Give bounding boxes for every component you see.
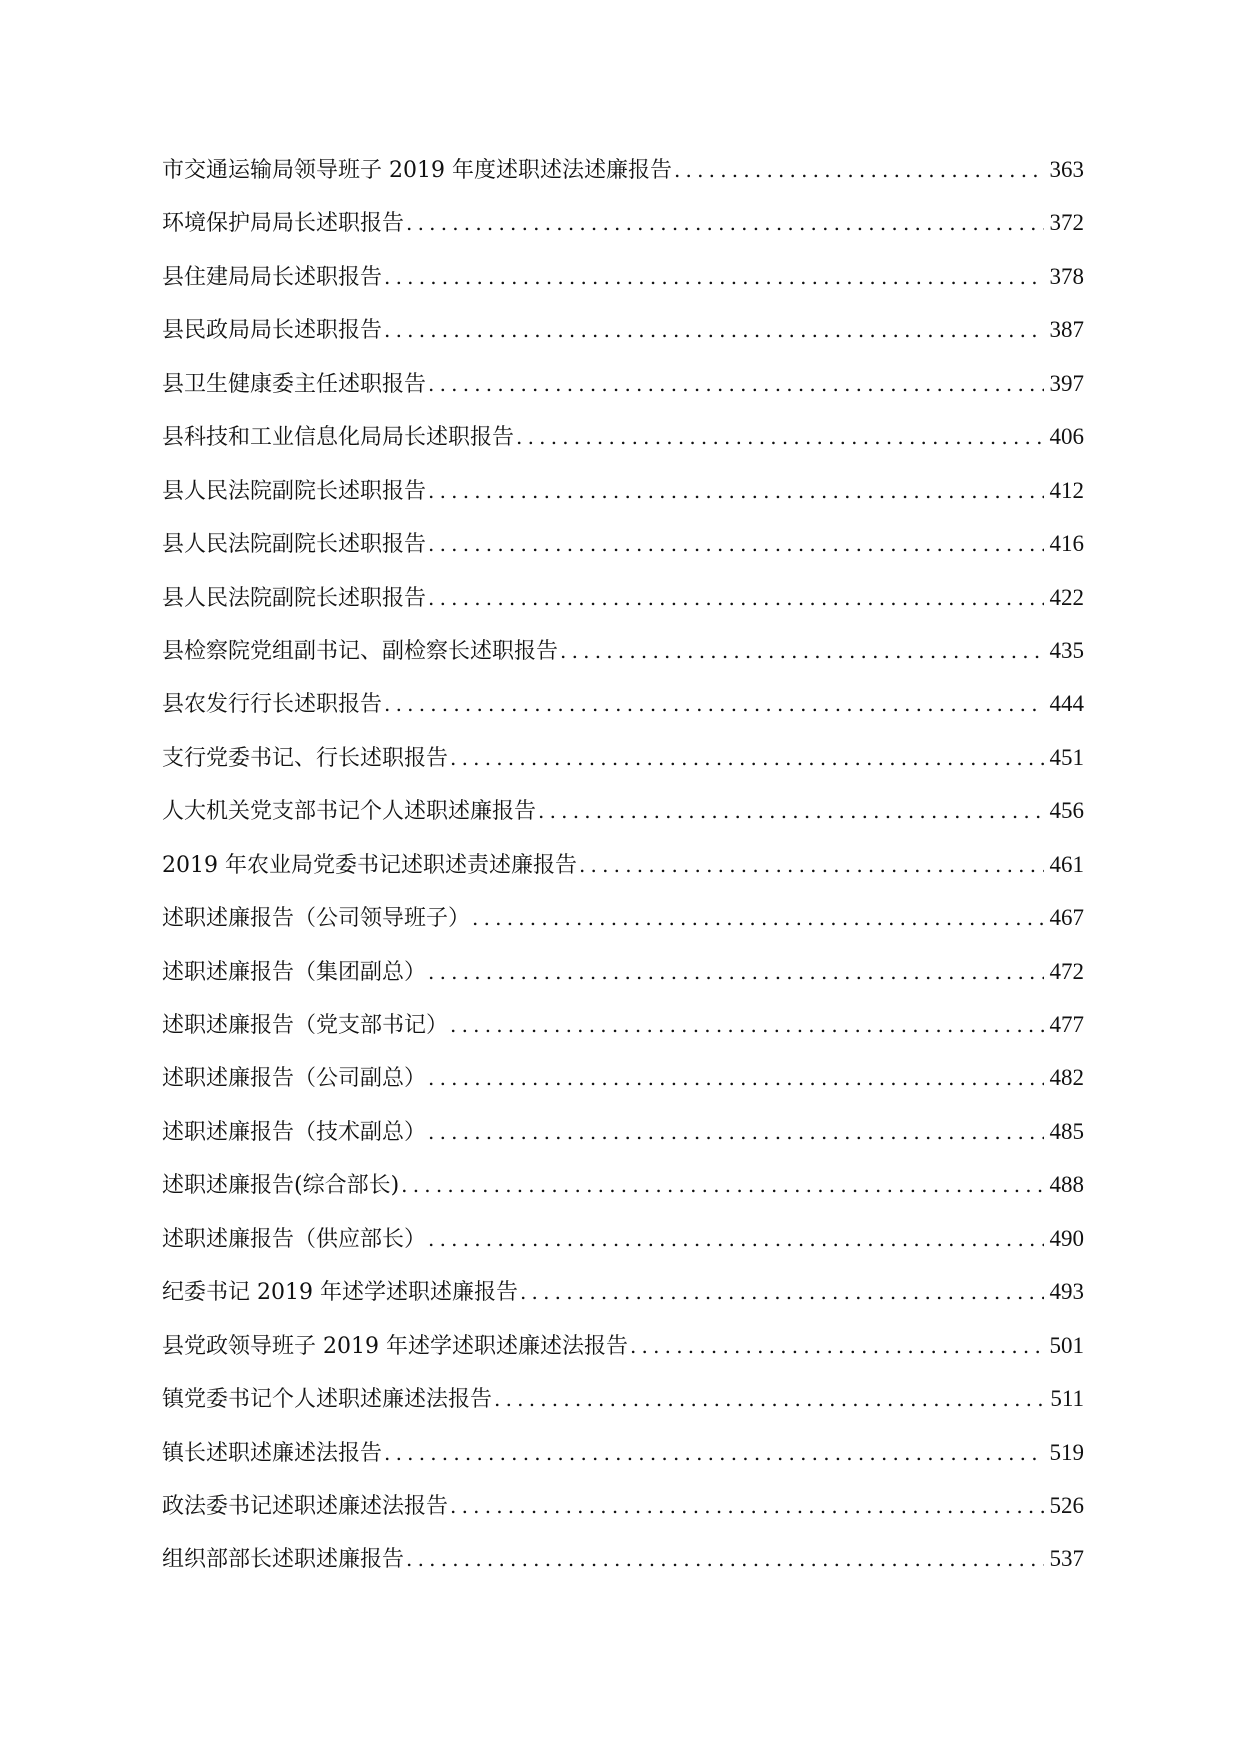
toc-entry[interactable] — [162, 1277, 1084, 1330]
toc-entry-title: 人大机关党支部书记个人述职述廉报告 — [162, 799, 537, 825]
toc-dot-leader — [516, 422, 1043, 452]
toc-entry-title: 镇长述职述廉述法报告 — [162, 1440, 383, 1466]
toc-entry[interactable] — [162, 208, 1084, 261]
toc-entry-title: 县科技和工业信息化局局长述职报告 — [162, 425, 515, 451]
toc-entry-title: 支行党委书记、行长述职报告 — [162, 745, 449, 771]
toc-entry[interactable] — [162, 262, 1084, 315]
toc-entry-title: 述职述廉报告（供应部长） — [162, 1226, 427, 1252]
toc-dot-leader — [428, 369, 1043, 399]
toc-entry-page: 519 — [1049, 1439, 1084, 1465]
toc-entry-page: 485 — [1049, 1118, 1084, 1144]
toc-dot-leader — [384, 315, 1043, 345]
toc-dot-leader — [450, 743, 1043, 773]
toc-entry-page: 537 — [1049, 1546, 1084, 1572]
toc-entry-page: 451 — [1049, 744, 1084, 770]
toc-entry-page: 444 — [1049, 691, 1084, 717]
toc-entry[interactable] — [162, 957, 1084, 1010]
toc-entry-title: 市交通运输局领导班子 2019 年度述职述法述廉报告 — [162, 158, 672, 183]
toc-entry-page: 472 — [1049, 958, 1084, 984]
toc-entry-title: 环境保护局局长述职报告 — [162, 211, 405, 237]
toc-dot-leader — [428, 1063, 1043, 1093]
toc-dot-leader — [384, 689, 1043, 719]
toc-entry-page: 422 — [1049, 584, 1084, 610]
toc-entry[interactable] — [162, 796, 1084, 849]
toc-entry[interactable] — [162, 529, 1084, 582]
toc-entry-title: 县人民法院副院长述职报告 — [162, 532, 427, 558]
toc-entry[interactable] — [162, 1491, 1084, 1544]
toc-entry-title: 述职述廉报告（技术副总） — [162, 1119, 427, 1145]
toc-entry-page: 488 — [1049, 1172, 1084, 1198]
toc-entry-page: 406 — [1049, 424, 1084, 450]
toc-entry-title: 县卫生健康委主任述职报告 — [162, 371, 427, 397]
toc-dot-leader — [494, 1384, 1044, 1414]
toc-entry-page: 461 — [1049, 851, 1084, 877]
toc-entry-page: 378 — [1049, 263, 1084, 289]
toc-entry-page: 372 — [1049, 210, 1084, 236]
toc-entry-title: 述职述廉报告（公司领导班子） — [162, 906, 471, 932]
toc-dot-leader — [406, 208, 1043, 238]
toc-dot-leader — [428, 1224, 1043, 1254]
toc-entry-page: 490 — [1049, 1225, 1084, 1251]
toc-dot-leader — [401, 1170, 1043, 1200]
toc-entry-title: 纪委书记 2019 年述学述职述廉报告 — [162, 1280, 518, 1306]
toc-entry[interactable] — [162, 1117, 1084, 1170]
toc-entry-title: 镇党委书记个人述职述廉述法报告 — [162, 1387, 493, 1413]
toc-entry[interactable] — [162, 850, 1084, 903]
toc-entry[interactable] — [162, 155, 1084, 208]
toc-entry-title: 县农发行行长述职报告 — [162, 692, 383, 718]
toc-entry-title: 县人民法院副院长述职报告 — [162, 585, 427, 611]
toc-entry[interactable] — [162, 1224, 1084, 1277]
toc-dot-leader — [428, 583, 1043, 613]
toc-entry[interactable] — [162, 369, 1084, 422]
toc-entry-title: 县人民法院副院长述职报告 — [162, 478, 427, 504]
toc-entry-title: 县住建局局长述职报告 — [162, 264, 383, 290]
toc-entry[interactable] — [162, 689, 1084, 742]
toc-entry-title: 2019 年农业局党委书记述职述责述廉报告 — [162, 852, 577, 878]
toc-entry-title: 县检察院党组副书记、副检察长述职报告 — [162, 638, 559, 664]
toc-entry[interactable] — [162, 315, 1084, 368]
toc-entry-page: 387 — [1049, 317, 1084, 343]
toc-entry-title: 县党政领导班子 2019 年述学述职述廉述法报告 — [162, 1333, 628, 1359]
toc-dot-leader — [384, 1438, 1043, 1468]
toc-entry-page: 493 — [1049, 1279, 1084, 1305]
toc-dot-leader — [450, 1010, 1043, 1040]
toc-entry-title: 述职述廉报告(综合部长) — [162, 1173, 400, 1199]
toc-entry[interactable] — [162, 583, 1084, 636]
toc-entry[interactable] — [162, 1544, 1084, 1597]
toc-dot-leader — [428, 957, 1043, 987]
toc-entry[interactable] — [162, 1438, 1084, 1491]
toc-dot-leader — [560, 636, 1043, 666]
toc-entry-page: 482 — [1049, 1065, 1084, 1091]
toc-dot-leader — [428, 1117, 1043, 1147]
table-of-contents — [162, 155, 1084, 1598]
toc-entry-page: 435 — [1049, 637, 1084, 663]
toc-entry-title: 政法委书记述职述廉述法报告 — [162, 1493, 449, 1519]
toc-dot-leader — [579, 850, 1044, 880]
toc-entry[interactable] — [162, 1063, 1084, 1116]
toc-dot-leader — [520, 1277, 1044, 1307]
toc-entry-page: 416 — [1049, 531, 1084, 557]
toc-entry[interactable] — [162, 422, 1084, 475]
toc-dot-leader — [428, 476, 1043, 506]
toc-entry-title: 述职述廉报告（公司副总） — [162, 1066, 427, 1092]
toc-entry-page: 511 — [1050, 1386, 1084, 1412]
toc-dot-leader — [538, 796, 1043, 826]
toc-entry[interactable] — [162, 903, 1084, 956]
toc-entry-page: 467 — [1049, 905, 1084, 931]
toc-dot-leader — [384, 262, 1043, 292]
toc-entry[interactable] — [162, 1170, 1084, 1223]
toc-entry[interactable] — [162, 1331, 1084, 1384]
toc-dot-leader — [674, 155, 1044, 185]
toc-entry-page: 363 — [1049, 157, 1084, 182]
toc-dot-leader — [630, 1331, 1044, 1361]
toc-entry-page: 397 — [1049, 370, 1084, 396]
toc-dot-leader — [428, 529, 1043, 559]
toc-entry[interactable] — [162, 1010, 1084, 1063]
toc-entry-page: 456 — [1049, 798, 1084, 824]
toc-entry-title: 述职述廉报告（集团副总） — [162, 959, 427, 985]
toc-entry-page: 526 — [1049, 1492, 1084, 1518]
toc-entry-page: 477 — [1049, 1012, 1084, 1037]
toc-dot-leader — [406, 1544, 1043, 1574]
toc-dot-leader — [450, 1491, 1043, 1521]
toc-entry[interactable] — [162, 636, 1084, 689]
toc-entry-page: 501 — [1049, 1332, 1084, 1358]
toc-entry[interactable] — [162, 1384, 1084, 1437]
toc-entry[interactable] — [162, 743, 1084, 796]
toc-entry-title: 县民政局局长述职报告 — [162, 318, 383, 344]
toc-entry-title: 组织部部长述职述廉报告 — [162, 1547, 405, 1573]
toc-entry-page: 412 — [1049, 477, 1084, 503]
toc-entry[interactable] — [162, 476, 1084, 529]
toc-entry-title: 述职述廉报告（党支部书记） — [162, 1013, 449, 1038]
toc-dot-leader — [472, 903, 1043, 933]
